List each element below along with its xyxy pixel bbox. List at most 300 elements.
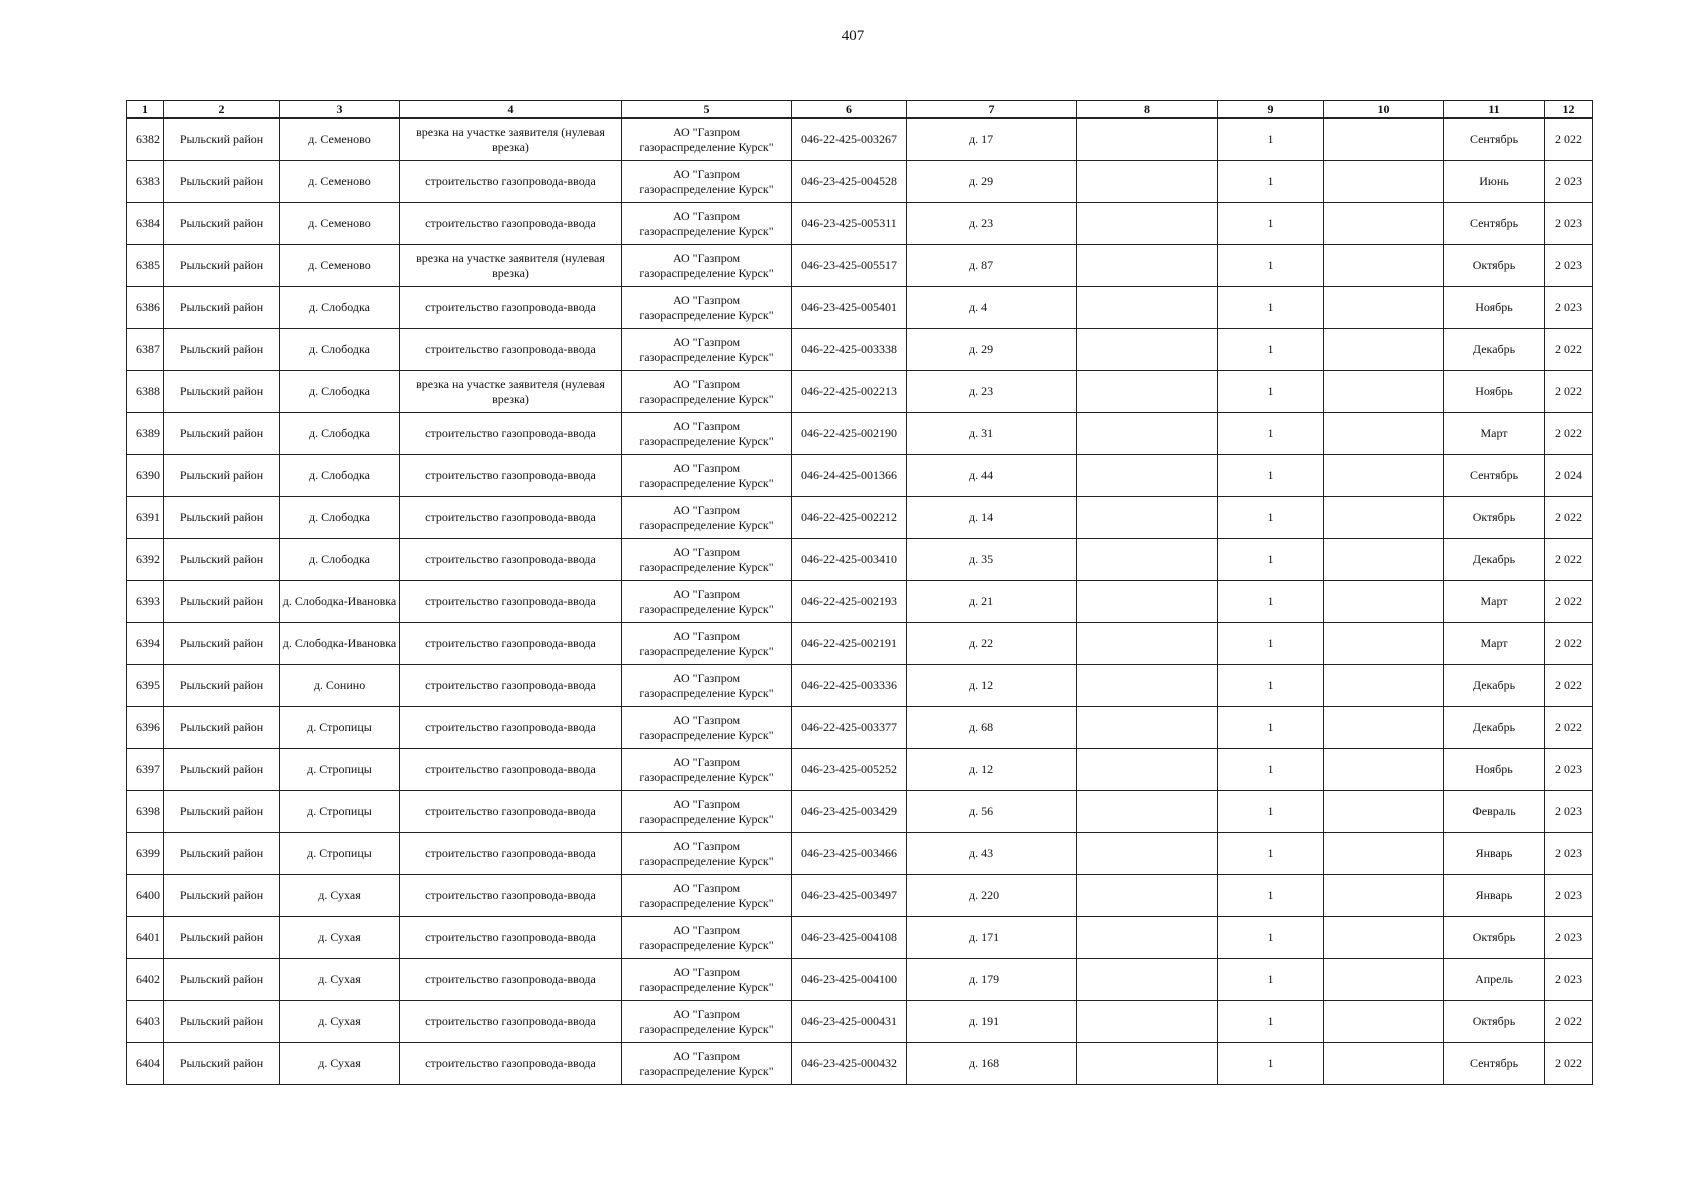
organization-cell: АО "Газпром газораспределение Курск" — [622, 749, 792, 791]
address-cell: д. 35 — [907, 539, 1077, 581]
address-cell: д. 44 — [907, 455, 1077, 497]
organization-cell: АО "Газпром газораспределение Курск" — [622, 287, 792, 329]
month-cell: Апрель — [1444, 959, 1545, 1001]
work-type-cell: врезка на участке заявителя (нулевая врезка) — [400, 118, 622, 161]
column-header: 12 — [1545, 101, 1593, 119]
month-cell: Ноябрь — [1444, 749, 1545, 791]
request-code-cell: 046-23-425-005517 — [792, 245, 907, 287]
empty-cell — [1324, 791, 1444, 833]
empty-cell — [1077, 329, 1218, 371]
empty-cell — [1077, 1001, 1218, 1043]
request-code-cell: 046-23-425-000432 — [792, 1043, 907, 1085]
request-code-cell: 046-22-425-002213 — [792, 371, 907, 413]
year-cell: 2 022 — [1545, 413, 1593, 455]
count-cell: 1 — [1218, 497, 1324, 539]
table-row — [127, 959, 1593, 1001]
address-cell: д. 43 — [907, 833, 1077, 875]
empty-cell — [1324, 875, 1444, 917]
district-cell: Рыльский район — [164, 1043, 280, 1085]
settlement-cell: д. Стропицы — [280, 833, 400, 875]
table-row — [127, 161, 1593, 203]
district-cell: Рыльский район — [164, 875, 280, 917]
address-cell: д. 171 — [907, 917, 1077, 959]
row-number: 6388 — [127, 371, 164, 413]
empty-cell — [1324, 959, 1444, 1001]
empty-cell — [1077, 118, 1218, 161]
table-body — [127, 118, 1593, 1085]
empty-cell — [1324, 1001, 1444, 1043]
row-number: 6396 — [127, 707, 164, 749]
count-cell: 1 — [1218, 413, 1324, 455]
address-cell: д. 23 — [907, 371, 1077, 413]
empty-cell — [1324, 245, 1444, 287]
work-type-cell: врезка на участке заявителя (нулевая врезка) — [400, 371, 622, 413]
empty-cell — [1077, 917, 1218, 959]
district-cell: Рыльский район — [164, 749, 280, 791]
table-row — [127, 539, 1593, 581]
row-number: 6387 — [127, 329, 164, 371]
address-cell: д. 29 — [907, 329, 1077, 371]
month-cell: Декабрь — [1444, 707, 1545, 749]
district-cell: Рыльский район — [164, 497, 280, 539]
empty-cell — [1324, 581, 1444, 623]
column-header: 4 — [400, 101, 622, 119]
organization-cell: АО "Газпром газораспределение Курск" — [622, 329, 792, 371]
organization-cell: АО "Газпром газораспределение Курск" — [622, 1001, 792, 1043]
organization-cell: АО "Газпром газораспределение Курск" — [622, 161, 792, 203]
count-cell: 1 — [1218, 959, 1324, 1001]
organization-cell: АО "Газпром газораспределение Курск" — [622, 665, 792, 707]
organization-cell: АО "Газпром газораспределение Курск" — [622, 833, 792, 875]
organization-cell: АО "Газпром газораспределение Курск" — [622, 707, 792, 749]
registry-table — [126, 100, 1593, 1085]
district-cell: Рыльский район — [164, 413, 280, 455]
empty-cell — [1077, 581, 1218, 623]
row-number: 6404 — [127, 1043, 164, 1085]
month-cell: Ноябрь — [1444, 371, 1545, 413]
empty-cell — [1077, 371, 1218, 413]
row-number: 6391 — [127, 497, 164, 539]
organization-cell: АО "Газпром газораспределение Курск" — [622, 917, 792, 959]
work-type-cell: строительство газопровода-ввода — [400, 833, 622, 875]
work-type-cell: врезка на участке заявителя (нулевая врезка) — [400, 245, 622, 287]
row-number: 6398 — [127, 791, 164, 833]
district-cell: Рыльский район — [164, 287, 280, 329]
year-cell: 2 022 — [1545, 1043, 1593, 1085]
empty-cell — [1324, 455, 1444, 497]
year-cell: 2 022 — [1545, 539, 1593, 581]
table-row — [127, 371, 1593, 413]
table-row — [127, 791, 1593, 833]
work-type-cell: строительство газопровода-ввода — [400, 287, 622, 329]
organization-cell: АО "Газпром газораспределение Курск" — [622, 245, 792, 287]
year-cell: 2 022 — [1545, 623, 1593, 665]
work-type-cell: строительство газопровода-ввода — [400, 917, 622, 959]
request-code-cell: 046-23-425-005311 — [792, 203, 907, 245]
month-cell: Сентябрь — [1444, 203, 1545, 245]
column-header: 10 — [1324, 101, 1444, 119]
column-header: 2 — [164, 101, 280, 119]
year-cell: 2 022 — [1545, 118, 1593, 161]
address-cell: д. 23 — [907, 203, 1077, 245]
month-cell: Октябрь — [1444, 245, 1545, 287]
count-cell: 1 — [1218, 791, 1324, 833]
address-cell: д. 179 — [907, 959, 1077, 1001]
month-cell: Октябрь — [1444, 1001, 1545, 1043]
empty-cell — [1324, 917, 1444, 959]
month-cell: Сентябрь — [1444, 455, 1545, 497]
row-number: 6382 — [127, 118, 164, 161]
request-code-cell: 046-22-425-002191 — [792, 623, 907, 665]
table-row — [127, 1001, 1593, 1043]
address-cell: д. 168 — [907, 1043, 1077, 1085]
settlement-cell: д. Сухая — [280, 875, 400, 917]
work-type-cell: строительство газопровода-ввода — [400, 539, 622, 581]
month-cell: Февраль — [1444, 791, 1545, 833]
empty-cell — [1324, 707, 1444, 749]
organization-cell: АО "Газпром газораспределение Курск" — [622, 623, 792, 665]
work-type-cell: строительство газопровода-ввода — [400, 1043, 622, 1085]
count-cell: 1 — [1218, 1043, 1324, 1085]
organization-cell: АО "Газпром газораспределение Курск" — [622, 497, 792, 539]
row-number: 6402 — [127, 959, 164, 1001]
column-header: 8 — [1077, 101, 1218, 119]
district-cell: Рыльский район — [164, 833, 280, 875]
address-cell: д. 220 — [907, 875, 1077, 917]
year-cell: 2 022 — [1545, 497, 1593, 539]
year-cell: 2 023 — [1545, 245, 1593, 287]
work-type-cell: строительство газопровода-ввода — [400, 329, 622, 371]
row-number: 6389 — [127, 413, 164, 455]
year-cell: 2 023 — [1545, 875, 1593, 917]
district-cell: Рыльский район — [164, 1001, 280, 1043]
table-row — [127, 287, 1593, 329]
request-code-cell: 046-22-425-003336 — [792, 665, 907, 707]
page-number: 407 — [841, 28, 865, 44]
count-cell: 1 — [1218, 161, 1324, 203]
year-cell: 2 022 — [1545, 707, 1593, 749]
district-cell: Рыльский район — [164, 623, 280, 665]
empty-cell — [1324, 161, 1444, 203]
column-header: 11 — [1444, 101, 1545, 119]
organization-cell: АО "Газпром газораспределение Курск" — [622, 118, 792, 161]
row-number: 6395 — [127, 665, 164, 707]
district-cell: Рыльский район — [164, 581, 280, 623]
work-type-cell: строительство газопровода-ввода — [400, 791, 622, 833]
district-cell: Рыльский район — [164, 118, 280, 161]
work-type-cell: строительство газопровода-ввода — [400, 623, 622, 665]
address-cell: д. 14 — [907, 497, 1077, 539]
request-code-cell: 046-22-425-003338 — [792, 329, 907, 371]
count-cell: 1 — [1218, 833, 1324, 875]
month-cell: Март — [1444, 623, 1545, 665]
empty-cell — [1324, 329, 1444, 371]
count-cell: 1 — [1218, 455, 1324, 497]
table-row — [127, 118, 1593, 161]
table-row — [127, 917, 1593, 959]
month-cell: Сентябрь — [1444, 118, 1545, 161]
settlement-cell: д. Стропицы — [280, 749, 400, 791]
request-code-cell: 046-23-425-005401 — [792, 287, 907, 329]
table-row — [127, 497, 1593, 539]
year-cell: 2 022 — [1545, 329, 1593, 371]
empty-cell — [1324, 665, 1444, 707]
count-cell: 1 — [1218, 623, 1324, 665]
table-row — [127, 749, 1593, 791]
row-number: 6393 — [127, 581, 164, 623]
count-cell: 1 — [1218, 707, 1324, 749]
month-cell: Ноябрь — [1444, 287, 1545, 329]
count-cell: 1 — [1218, 287, 1324, 329]
empty-cell — [1077, 749, 1218, 791]
month-cell: Январь — [1444, 833, 1545, 875]
work-type-cell: строительство газопровода-ввода — [400, 203, 622, 245]
settlement-cell: д. Стропицы — [280, 791, 400, 833]
year-cell: 2 023 — [1545, 749, 1593, 791]
column-number-row — [127, 101, 1593, 119]
district-cell: Рыльский район — [164, 371, 280, 413]
request-code-cell: 046-22-425-002212 — [792, 497, 907, 539]
empty-cell — [1077, 455, 1218, 497]
organization-cell: АО "Газпром газораспределение Курск" — [622, 413, 792, 455]
request-code-cell: 046-23-425-004108 — [792, 917, 907, 959]
organization-cell: АО "Газпром газораспределение Курск" — [622, 959, 792, 1001]
month-cell: Декабрь — [1444, 539, 1545, 581]
empty-cell — [1324, 749, 1444, 791]
table-row — [127, 581, 1593, 623]
district-cell: Рыльский район — [164, 245, 280, 287]
year-cell: 2 023 — [1545, 791, 1593, 833]
request-code-cell: 046-23-425-004100 — [792, 959, 907, 1001]
district-cell: Рыльский район — [164, 455, 280, 497]
count-cell: 1 — [1218, 581, 1324, 623]
row-number: 6385 — [127, 245, 164, 287]
work-type-cell: строительство газопровода-ввода — [400, 413, 622, 455]
request-code-cell: 046-23-425-003497 — [792, 875, 907, 917]
organization-cell: АО "Газпром газораспределение Курск" — [622, 581, 792, 623]
settlement-cell: д. Стропицы — [280, 707, 400, 749]
column-header: 1 — [127, 101, 164, 119]
month-cell: Июнь — [1444, 161, 1545, 203]
work-type-cell: строительство газопровода-ввода — [400, 749, 622, 791]
settlement-cell: д. Сухая — [280, 1001, 400, 1043]
empty-cell — [1324, 413, 1444, 455]
empty-cell — [1324, 118, 1444, 161]
settlement-cell: д. Слободка — [280, 497, 400, 539]
year-cell: 2 023 — [1545, 161, 1593, 203]
request-code-cell: 046-23-425-003466 — [792, 833, 907, 875]
address-cell: д. 22 — [907, 623, 1077, 665]
settlement-cell: д. Семеново — [280, 203, 400, 245]
district-cell: Рыльский район — [164, 707, 280, 749]
empty-cell — [1077, 791, 1218, 833]
request-code-cell: 046-23-425-003429 — [792, 791, 907, 833]
settlement-cell: д. Слободка — [280, 455, 400, 497]
settlement-cell: д. Сухая — [280, 959, 400, 1001]
table-row — [127, 329, 1593, 371]
month-cell: Сентябрь — [1444, 1043, 1545, 1085]
request-code-cell: 046-24-425-001366 — [792, 455, 907, 497]
empty-cell — [1077, 623, 1218, 665]
count-cell: 1 — [1218, 118, 1324, 161]
row-number: 6397 — [127, 749, 164, 791]
year-cell: 2 023 — [1545, 959, 1593, 1001]
work-type-cell: строительство газопровода-ввода — [400, 707, 622, 749]
empty-cell — [1077, 203, 1218, 245]
settlement-cell: д. Семеново — [280, 161, 400, 203]
settlement-cell: д. Слободка — [280, 371, 400, 413]
empty-cell — [1077, 1043, 1218, 1085]
district-cell: Рыльский район — [164, 203, 280, 245]
settlement-cell: д. Сонино — [280, 665, 400, 707]
district-cell: Рыльский район — [164, 959, 280, 1001]
row-number: 6401 — [127, 917, 164, 959]
empty-cell — [1077, 875, 1218, 917]
organization-cell: АО "Газпром газораспределение Курск" — [622, 539, 792, 581]
month-cell: Январь — [1444, 875, 1545, 917]
request-code-cell: 046-23-425-004528 — [792, 161, 907, 203]
work-type-cell: строительство газопровода-ввода — [400, 875, 622, 917]
count-cell: 1 — [1218, 539, 1324, 581]
empty-cell — [1077, 245, 1218, 287]
settlement-cell: д. Слободка-Ивановка — [280, 623, 400, 665]
row-number: 6403 — [127, 1001, 164, 1043]
month-cell: Декабрь — [1444, 329, 1545, 371]
row-number: 6384 — [127, 203, 164, 245]
work-type-cell: строительство газопровода-ввода — [400, 581, 622, 623]
table-row — [127, 1043, 1593, 1085]
year-cell: 2 022 — [1545, 581, 1593, 623]
count-cell: 1 — [1218, 665, 1324, 707]
empty-cell — [1077, 539, 1218, 581]
address-cell: д. 4 — [907, 287, 1077, 329]
request-code-cell: 046-23-425-005252 — [792, 749, 907, 791]
address-cell: д. 17 — [907, 118, 1077, 161]
row-number: 6390 — [127, 455, 164, 497]
year-cell: 2 022 — [1545, 665, 1593, 707]
column-header: 6 — [792, 101, 907, 119]
year-cell: 2 023 — [1545, 917, 1593, 959]
column-header: 7 — [907, 101, 1077, 119]
year-cell: 2 023 — [1545, 833, 1593, 875]
empty-cell — [1324, 287, 1444, 329]
count-cell: 1 — [1218, 245, 1324, 287]
month-cell: Декабрь — [1444, 665, 1545, 707]
column-header: 9 — [1218, 101, 1324, 119]
settlement-cell: д. Слободка — [280, 329, 400, 371]
request-code-cell: 046-22-425-002193 — [792, 581, 907, 623]
empty-cell — [1324, 623, 1444, 665]
column-header: 5 — [622, 101, 792, 119]
table-row — [127, 203, 1593, 245]
count-cell: 1 — [1218, 749, 1324, 791]
work-type-cell: строительство газопровода-ввода — [400, 665, 622, 707]
count-cell: 1 — [1218, 203, 1324, 245]
year-cell: 2 023 — [1545, 287, 1593, 329]
table-row — [127, 455, 1593, 497]
address-cell: д. 21 — [907, 581, 1077, 623]
empty-cell — [1324, 203, 1444, 245]
count-cell: 1 — [1218, 1001, 1324, 1043]
count-cell: 1 — [1218, 917, 1324, 959]
district-cell: Рыльский район — [164, 329, 280, 371]
settlement-cell: д. Слободка — [280, 539, 400, 581]
request-code-cell: 046-22-425-003410 — [792, 539, 907, 581]
table-row — [127, 707, 1593, 749]
organization-cell: АО "Газпром газораспределение Курск" — [622, 875, 792, 917]
empty-cell — [1077, 497, 1218, 539]
address-cell: д. 12 — [907, 665, 1077, 707]
year-cell: 2 022 — [1545, 371, 1593, 413]
empty-cell — [1324, 371, 1444, 413]
month-cell: Март — [1444, 581, 1545, 623]
count-cell: 1 — [1218, 371, 1324, 413]
organization-cell: АО "Газпром газораспределение Курск" — [622, 371, 792, 413]
row-number: 6386 — [127, 287, 164, 329]
request-code-cell: 046-23-425-000431 — [792, 1001, 907, 1043]
address-cell: д. 31 — [907, 413, 1077, 455]
settlement-cell: д. Семеново — [280, 118, 400, 161]
empty-cell — [1324, 539, 1444, 581]
month-cell: Март — [1444, 413, 1545, 455]
district-cell: Рыльский район — [164, 161, 280, 203]
table-row — [127, 413, 1593, 455]
work-type-cell: строительство газопровода-ввода — [400, 1001, 622, 1043]
empty-cell — [1077, 959, 1218, 1001]
district-cell: Рыльский район — [164, 791, 280, 833]
year-cell: 2 023 — [1545, 203, 1593, 245]
empty-cell — [1077, 833, 1218, 875]
table-row — [127, 833, 1593, 875]
empty-cell — [1077, 413, 1218, 455]
settlement-cell: д. Сухая — [280, 917, 400, 959]
organization-cell: АО "Газпром газораспределение Курск" — [622, 455, 792, 497]
request-code-cell: 046-22-425-003267 — [792, 118, 907, 161]
year-cell: 2 022 — [1545, 1001, 1593, 1043]
month-cell: Октябрь — [1444, 917, 1545, 959]
settlement-cell: д. Семеново — [280, 245, 400, 287]
count-cell: 1 — [1218, 329, 1324, 371]
address-cell: д. 191 — [907, 1001, 1077, 1043]
empty-cell — [1077, 665, 1218, 707]
row-number: 6400 — [127, 875, 164, 917]
settlement-cell: д. Слободка — [280, 287, 400, 329]
district-cell: Рыльский район — [164, 539, 280, 581]
count-cell: 1 — [1218, 875, 1324, 917]
address-cell: д. 87 — [907, 245, 1077, 287]
month-cell: Октябрь — [1444, 497, 1545, 539]
table-row — [127, 665, 1593, 707]
table-row — [127, 875, 1593, 917]
row-number: 6399 — [127, 833, 164, 875]
column-header: 3 — [280, 101, 400, 119]
address-cell: д. 12 — [907, 749, 1077, 791]
work-type-cell: строительство газопровода-ввода — [400, 455, 622, 497]
district-cell: Рыльский район — [164, 665, 280, 707]
empty-cell — [1077, 161, 1218, 203]
address-cell: д. 68 — [907, 707, 1077, 749]
organization-cell: АО "Газпром газораспределение Курск" — [622, 791, 792, 833]
row-number: 6392 — [127, 539, 164, 581]
table-row — [127, 623, 1593, 665]
work-type-cell: строительство газопровода-ввода — [400, 959, 622, 1001]
empty-cell — [1077, 287, 1218, 329]
year-cell: 2 024 — [1545, 455, 1593, 497]
address-cell: д. 29 — [907, 161, 1077, 203]
work-type-cell: строительство газопровода-ввода — [400, 497, 622, 539]
settlement-cell: д. Слободка — [280, 413, 400, 455]
settlement-cell: д. Сухая — [280, 1043, 400, 1085]
